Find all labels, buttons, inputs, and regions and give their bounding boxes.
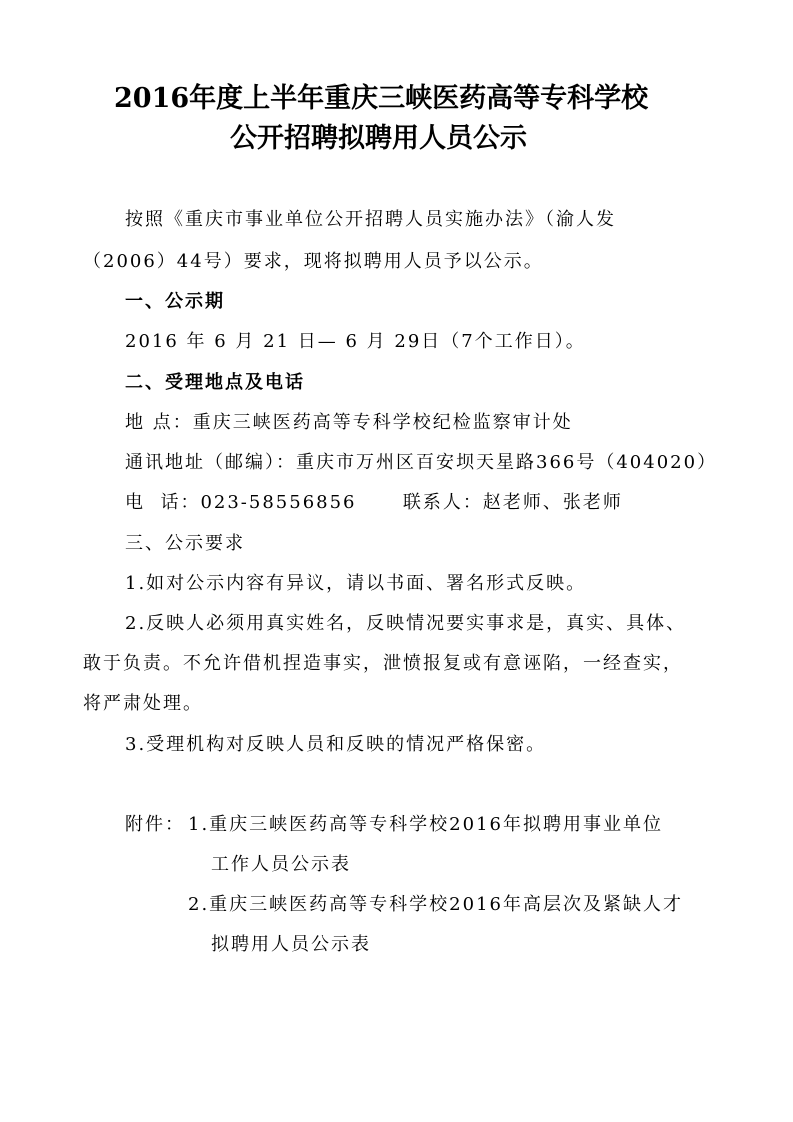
requirement-item-2-line-2: 敢于负责。不允许借机捏造事实，泄愤报复或有意诬陷，一经查实，	[83, 653, 683, 674]
requirement-item-1: 1.如对公示内容有异议，请以书面、署名形式反映。	[125, 573, 587, 594]
attachment-item-1-line-1: 1.重庆三峡医药高等专科学校2016年拟聘用事业单位	[188, 814, 663, 835]
attachment-item-2-line-2: 拟聘用人员公示表	[211, 934, 371, 955]
contact-phone: 电 话：023-58556856 联系人：赵老师、张老师	[125, 492, 623, 513]
requirement-item-3: 3.受理机构对反映人员和反映的情况严格保密。	[125, 734, 547, 755]
requirement-item-2-line-3: 将严肃处理。	[83, 693, 203, 714]
publicity-period-text: 2016 年 6 月 21 日— 6 月 29日（7个工作日）。	[125, 331, 586, 352]
intro-paragraph-line-2: （2006）44号）要求，现将拟聘用人员予以公示。	[83, 251, 544, 272]
contact-location: 地 点：重庆三峡医药高等专科学校纪检监察审计处	[125, 412, 573, 433]
document-title-line-1: 2016年度上半年重庆三峡医药高等专科学校	[114, 83, 649, 114]
attachments-label: 附件：	[125, 814, 185, 835]
section-heading-requirements: 三、公示要求	[125, 533, 245, 554]
document-title-line-2: 公开招聘拟聘用人员公示	[230, 123, 527, 154]
attachment-item-2-line-1: 2.重庆三峡医药高等专科学校2016年高层次及紧缺人才	[188, 894, 683, 915]
section-heading-contact: 二、受理地点及电话	[125, 372, 305, 393]
section-heading-publicity-period: 一、公示期	[125, 291, 225, 312]
contact-address: 通讯地址（邮编）：重庆市万州区百安坝天星路366号（404020）	[125, 452, 718, 473]
intro-paragraph-line-1: 按照《重庆市事业单位公开招聘人员实施办法》（渝人发	[125, 209, 616, 230]
requirement-item-2-line-1: 2.反映人必须用真实姓名，反映情况要实事求是，真实、具体、	[125, 613, 687, 634]
attachment-item-1-line-2: 工作人员公示表	[211, 854, 351, 875]
